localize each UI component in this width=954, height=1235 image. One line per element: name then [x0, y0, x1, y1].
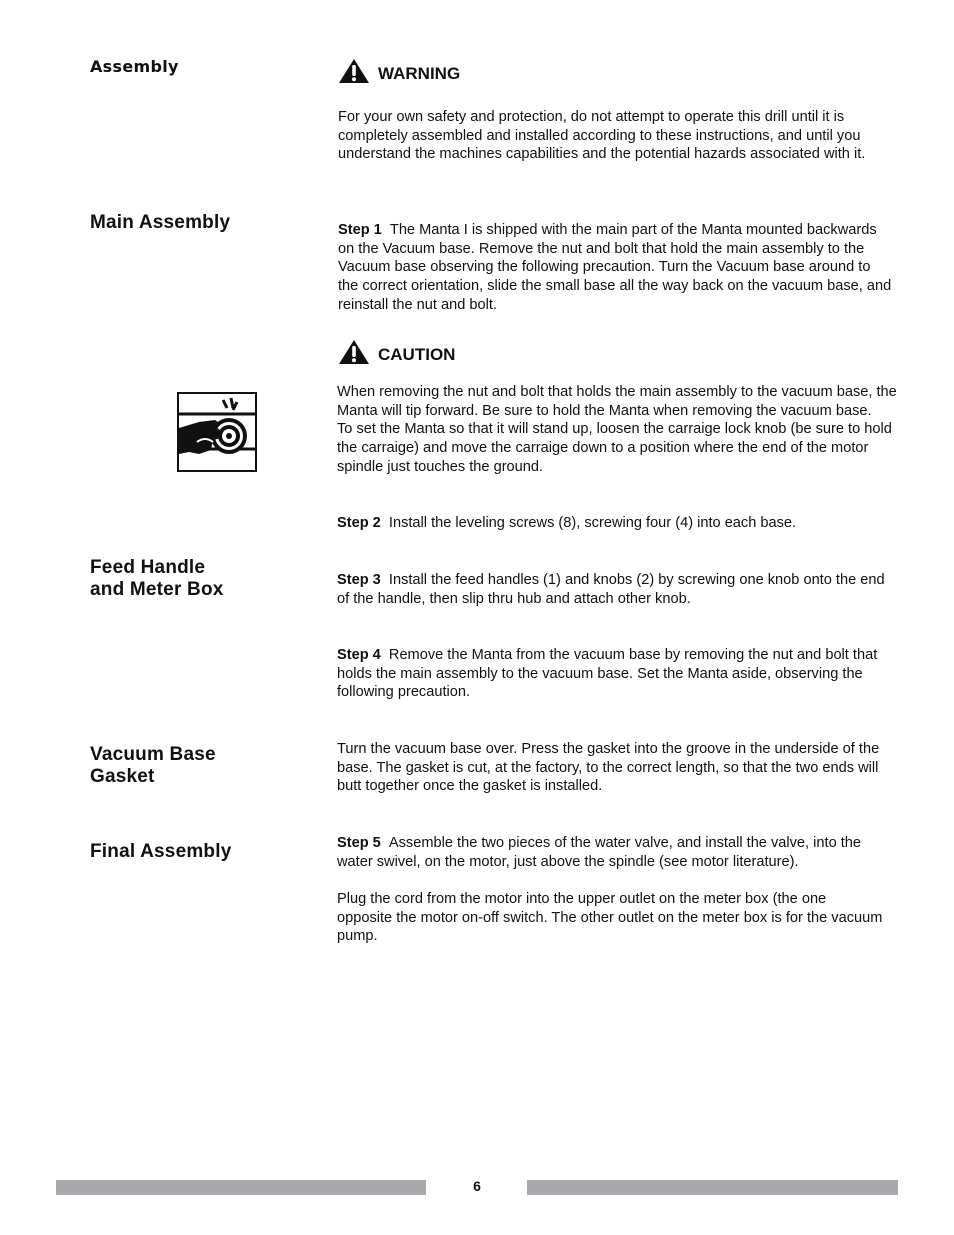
step1-label: Step 1: [338, 222, 382, 238]
final-assembly-heading: Final Assembly: [90, 841, 232, 862]
gasket-text: Turn the vacuum base over. Press the gasket into the groove in the underside of the base. The gasket is cut, at the factory, to the correct length, so that the two ends will butt together once the gasket is installed.: [337, 741, 880, 795]
warning-label: WARNING: [378, 64, 461, 83]
warning-triangle-icon: [338, 58, 370, 84]
gasket-heading-line2: Gasket: [90, 766, 155, 787]
step1-text: The Manta I is shipped with the main part of the Manta mounted backwards on the Vacuum base. Remove the nut and bolt that hold the main assembly to the Vacuum base observing the following precaution. Turn the Vacuum base around to the correct orientation, slide the small base all the way back on the vacuum base, and reinstall the nut and bolt.: [338, 222, 892, 313]
page-section-title: Assembly: [90, 57, 179, 76]
caution-header: [338, 339, 455, 365]
step2-label: Step 2: [337, 515, 381, 531]
gasket-heading-line1: Vacuum Base: [90, 744, 216, 765]
step3-label: Step 3: [337, 572, 381, 588]
caution-text-2: To set the Manta so that it will stand up, loosen the carraige lock knob (be sure to hold the carraige) and move the carraige down to a position where the end of the motor spindle just touches the ground.: [337, 421, 892, 475]
main-assembly-heading: Main Assembly: [90, 212, 231, 233]
step4-paragraph: [337, 646, 882, 702]
feed-handle-heading: [90, 557, 224, 601]
page-number: 6: [473, 1178, 481, 1194]
feed-handle-heading-line2: and Meter Box: [90, 579, 224, 600]
step3-paragraph: [337, 571, 893, 608]
caution-label: CAUTION: [378, 345, 456, 364]
step1-paragraph: [338, 221, 894, 315]
final-assembly-text: Plug the cord from the motor into the upper outlet on the meter box (the one opposite the motor on-off switch. The other outlet on the meter box is for the vacuum pump.: [337, 891, 883, 945]
step4-text: Remove the Manta from the vacuum base by removing the nut and bolt that holds the main assembly to the vacuum base. Set the Manta aside, observing the following precaution.: [337, 647, 878, 701]
caution-text: [337, 383, 897, 477]
step2-paragraph: [337, 514, 897, 533]
step5-text: Assemble the two pieces of the water valve, and install the valve, into the water swivel, on the motor, just above the spindle (see motor literature).: [337, 835, 862, 870]
feed-handle-heading-line1: Feed Handle: [90, 557, 206, 578]
step5-paragraph: [337, 834, 897, 871]
caution-triangle-icon: [338, 339, 370, 365]
hand-entanglement-hazard-icon: [177, 392, 257, 472]
footer-bar-left: [56, 1180, 426, 1195]
step4-label: Step 4: [337, 647, 381, 663]
step5-label: Step 5: [337, 835, 381, 851]
warning-text: For your own safety and protection, do not attempt to operate this drill until it is completely assembled and installed according to these instructions, and until you understand the machines capabilities and the potential hazards associated with it.: [338, 109, 866, 163]
footer-bar-right: [527, 1180, 898, 1195]
warning-header: [338, 58, 460, 84]
vacuum-base-gasket-heading: [90, 744, 216, 788]
caution-text-1: When removing the nut and bolt that holds the main assembly to the vacuum base, the Manta will tip forward. Be sure to hold the Manta when removing the vacuum base.: [337, 384, 897, 419]
step2-text: Install the leveling screws (8), screwing four (4) into each base.: [388, 515, 797, 531]
step3-text: Install the feed handles (1) and knobs (2) by screwing one knob onto the end of the handle, then slip thru hub and attach other knob.: [337, 572, 885, 607]
